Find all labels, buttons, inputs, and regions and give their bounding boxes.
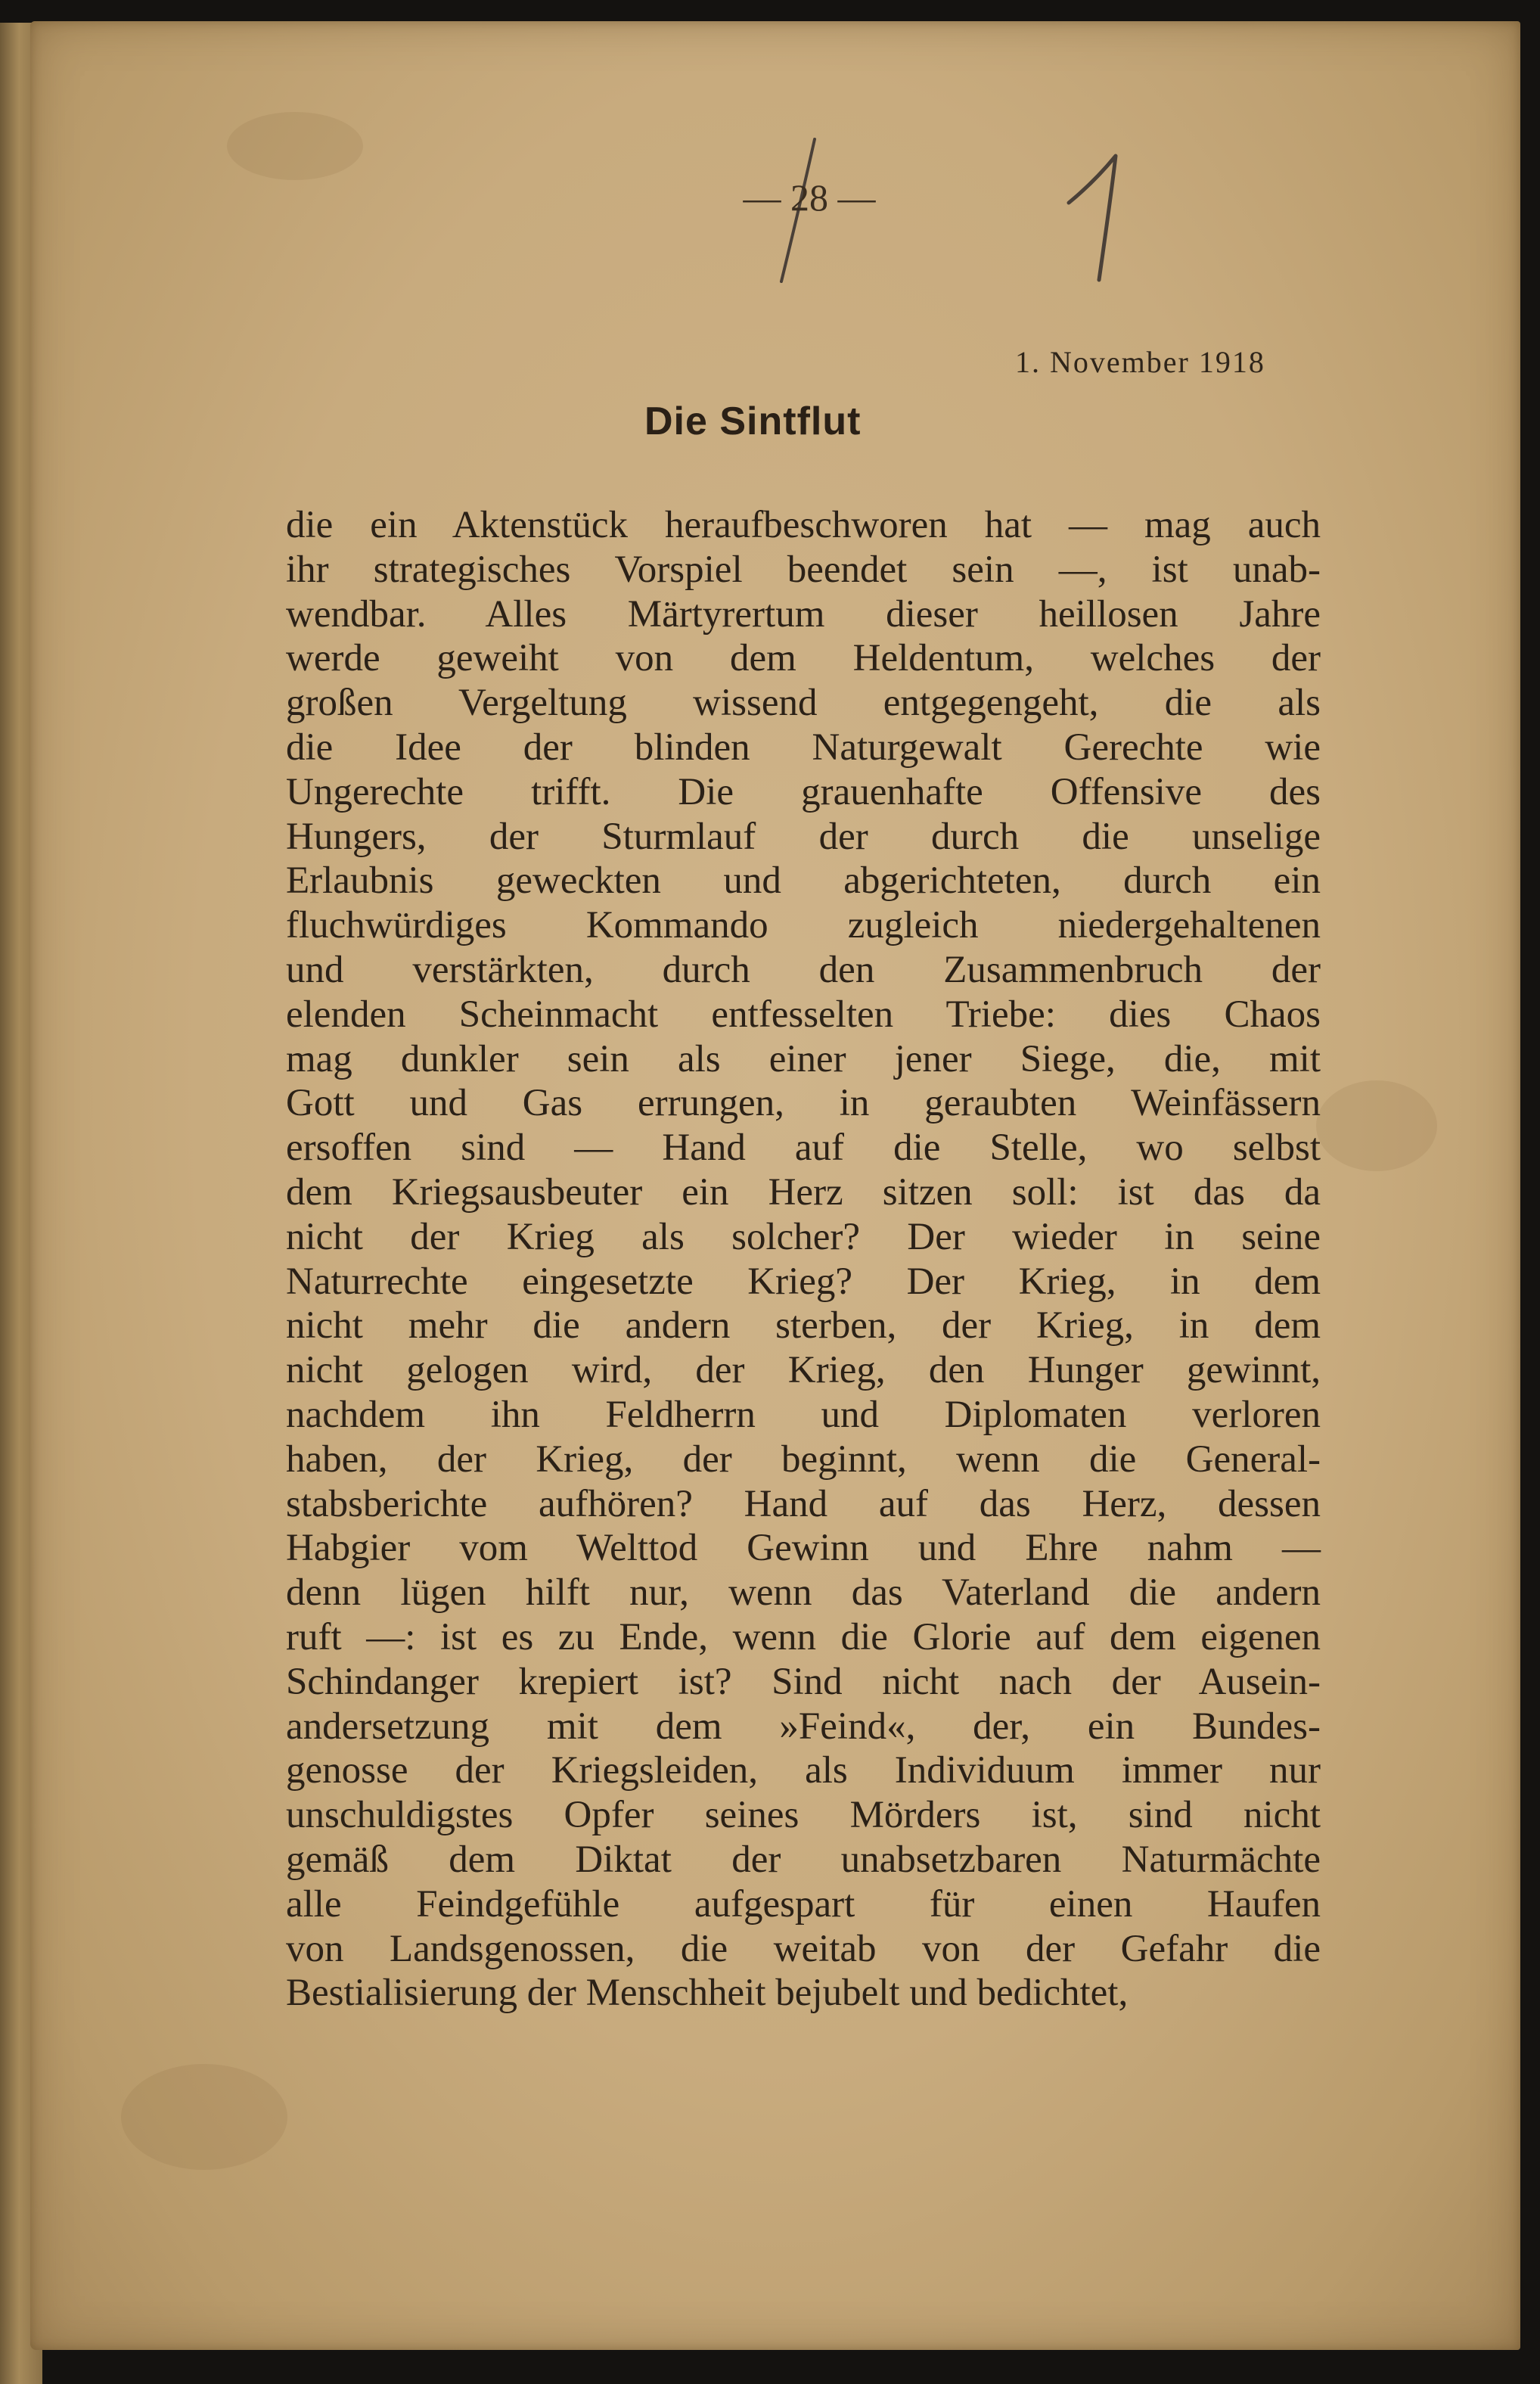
text-line: Naturrechte eingesetzte Krieg? Der Krieg, in dem — [286, 1260, 1321, 1303]
text-line: Schindanger krepiert ist? Sind nicht nach der Ausein- — [286, 1660, 1321, 1703]
text-line: Hungers, der Sturmlauf der durch die unselige — [286, 815, 1321, 858]
text-line: mag dunkler sein als einer jener Siege, die, mit — [286, 1037, 1321, 1080]
text-line: nachdem ihn Feldherrn und Diplomaten verloren — [286, 1393, 1321, 1436]
text-line: dem Kriegsausbeuter ein Herz sitzen soll: ist das da — [286, 1170, 1321, 1214]
text-line: nicht gelogen wird, der Krieg, den Hunger gewinnt, — [286, 1349, 1321, 1392]
text-line: werde geweiht von dem Heldentum, welches der — [286, 637, 1321, 680]
text-line: die ein Aktenstück heraufbeschworen hat — mag auch — [286, 504, 1321, 546]
body-text — [286, 503, 1321, 2016]
text-line: unschuldigstes Opfer seines Mörders ist, sind nicht — [286, 1794, 1321, 1837]
text-line: Ungerechte trifft. Die grauenhafte Offensive des — [286, 770, 1321, 813]
text-line: denn lügen hilft nur, wenn das Vaterland die andern — [286, 1571, 1321, 1615]
text-line: Bestialisierung der Menschheit bejubelt und bedichtet, — [286, 1972, 1129, 2015]
text-line: Habgier vom Welttod Gewinn und Ehre nahm — — [286, 1527, 1321, 1570]
text-line: ihr strategisches Vorspiel beendet sein —, ist unab- — [286, 548, 1321, 591]
text-line: Gott und Gas errungen, in geraubten Weinfässern — [286, 1082, 1321, 1125]
page-number: — 28 — — [743, 176, 876, 219]
chapter-title: Die Sintflut — [644, 399, 862, 443]
text-line: haben, der Krieg, der beginnt, wenn die General- — [286, 1438, 1321, 1481]
text-line: genosse der Kriegsleiden, als Individuum immer nur — [286, 1749, 1321, 1792]
date-line: 1. November 1918 — [1015, 345, 1265, 379]
text-line: stabsberichte aufhören? Hand auf das Herz, dessen — [286, 1482, 1321, 1525]
text-line: gemäß dem Diktat der unabsetzbaren Naturmächte — [286, 1838, 1321, 1881]
text-line: elenden Scheinmacht entfesselten Triebe: dies Chaos — [286, 993, 1321, 1036]
paper-stain — [1316, 1080, 1437, 1171]
text-line: alle Feindgefühle aufgespart für einen Haufen — [286, 1882, 1321, 1926]
paper-stain — [121, 2064, 287, 2170]
text-line: und verstärkten, durch den Zusammenbruch der — [286, 948, 1321, 991]
paper-stain — [227, 112, 363, 180]
text-line: ersoffen sind — Hand auf die Stelle, wo selbst — [286, 1127, 1321, 1170]
text-line: von Landsgenossen, die weitab von der Gefahr die — [286, 1927, 1321, 1970]
handwritten-number-one — [1055, 150, 1138, 286]
text-line: Erlaubnis geweckten und abgerichteten, durch ein — [286, 859, 1321, 903]
text-line: andersetzung mit dem »Feind«, der, ein Bundes- — [286, 1705, 1321, 1748]
text-line: ruft —: ist es zu Ende, wenn die Glorie auf dem eigenen — [286, 1615, 1321, 1658]
text-line: die Idee der blinden Naturgewalt Gerechte wie — [286, 726, 1321, 769]
text-line: großen Vergeltung wissend entgegengeht, die als — [286, 682, 1321, 725]
text-line: nicht mehr die andern sterben, der Krieg, in dem — [286, 1304, 1321, 1347]
text-line: fluchwürdiges Kommando zugleich niedergehaltenen — [286, 904, 1321, 947]
text-line: wendbar. Alles Märtyrertum dieser heillosen Jahre — [286, 592, 1321, 636]
text-line: nicht der Krieg als solcher? Der wieder in seine — [286, 1215, 1321, 1258]
